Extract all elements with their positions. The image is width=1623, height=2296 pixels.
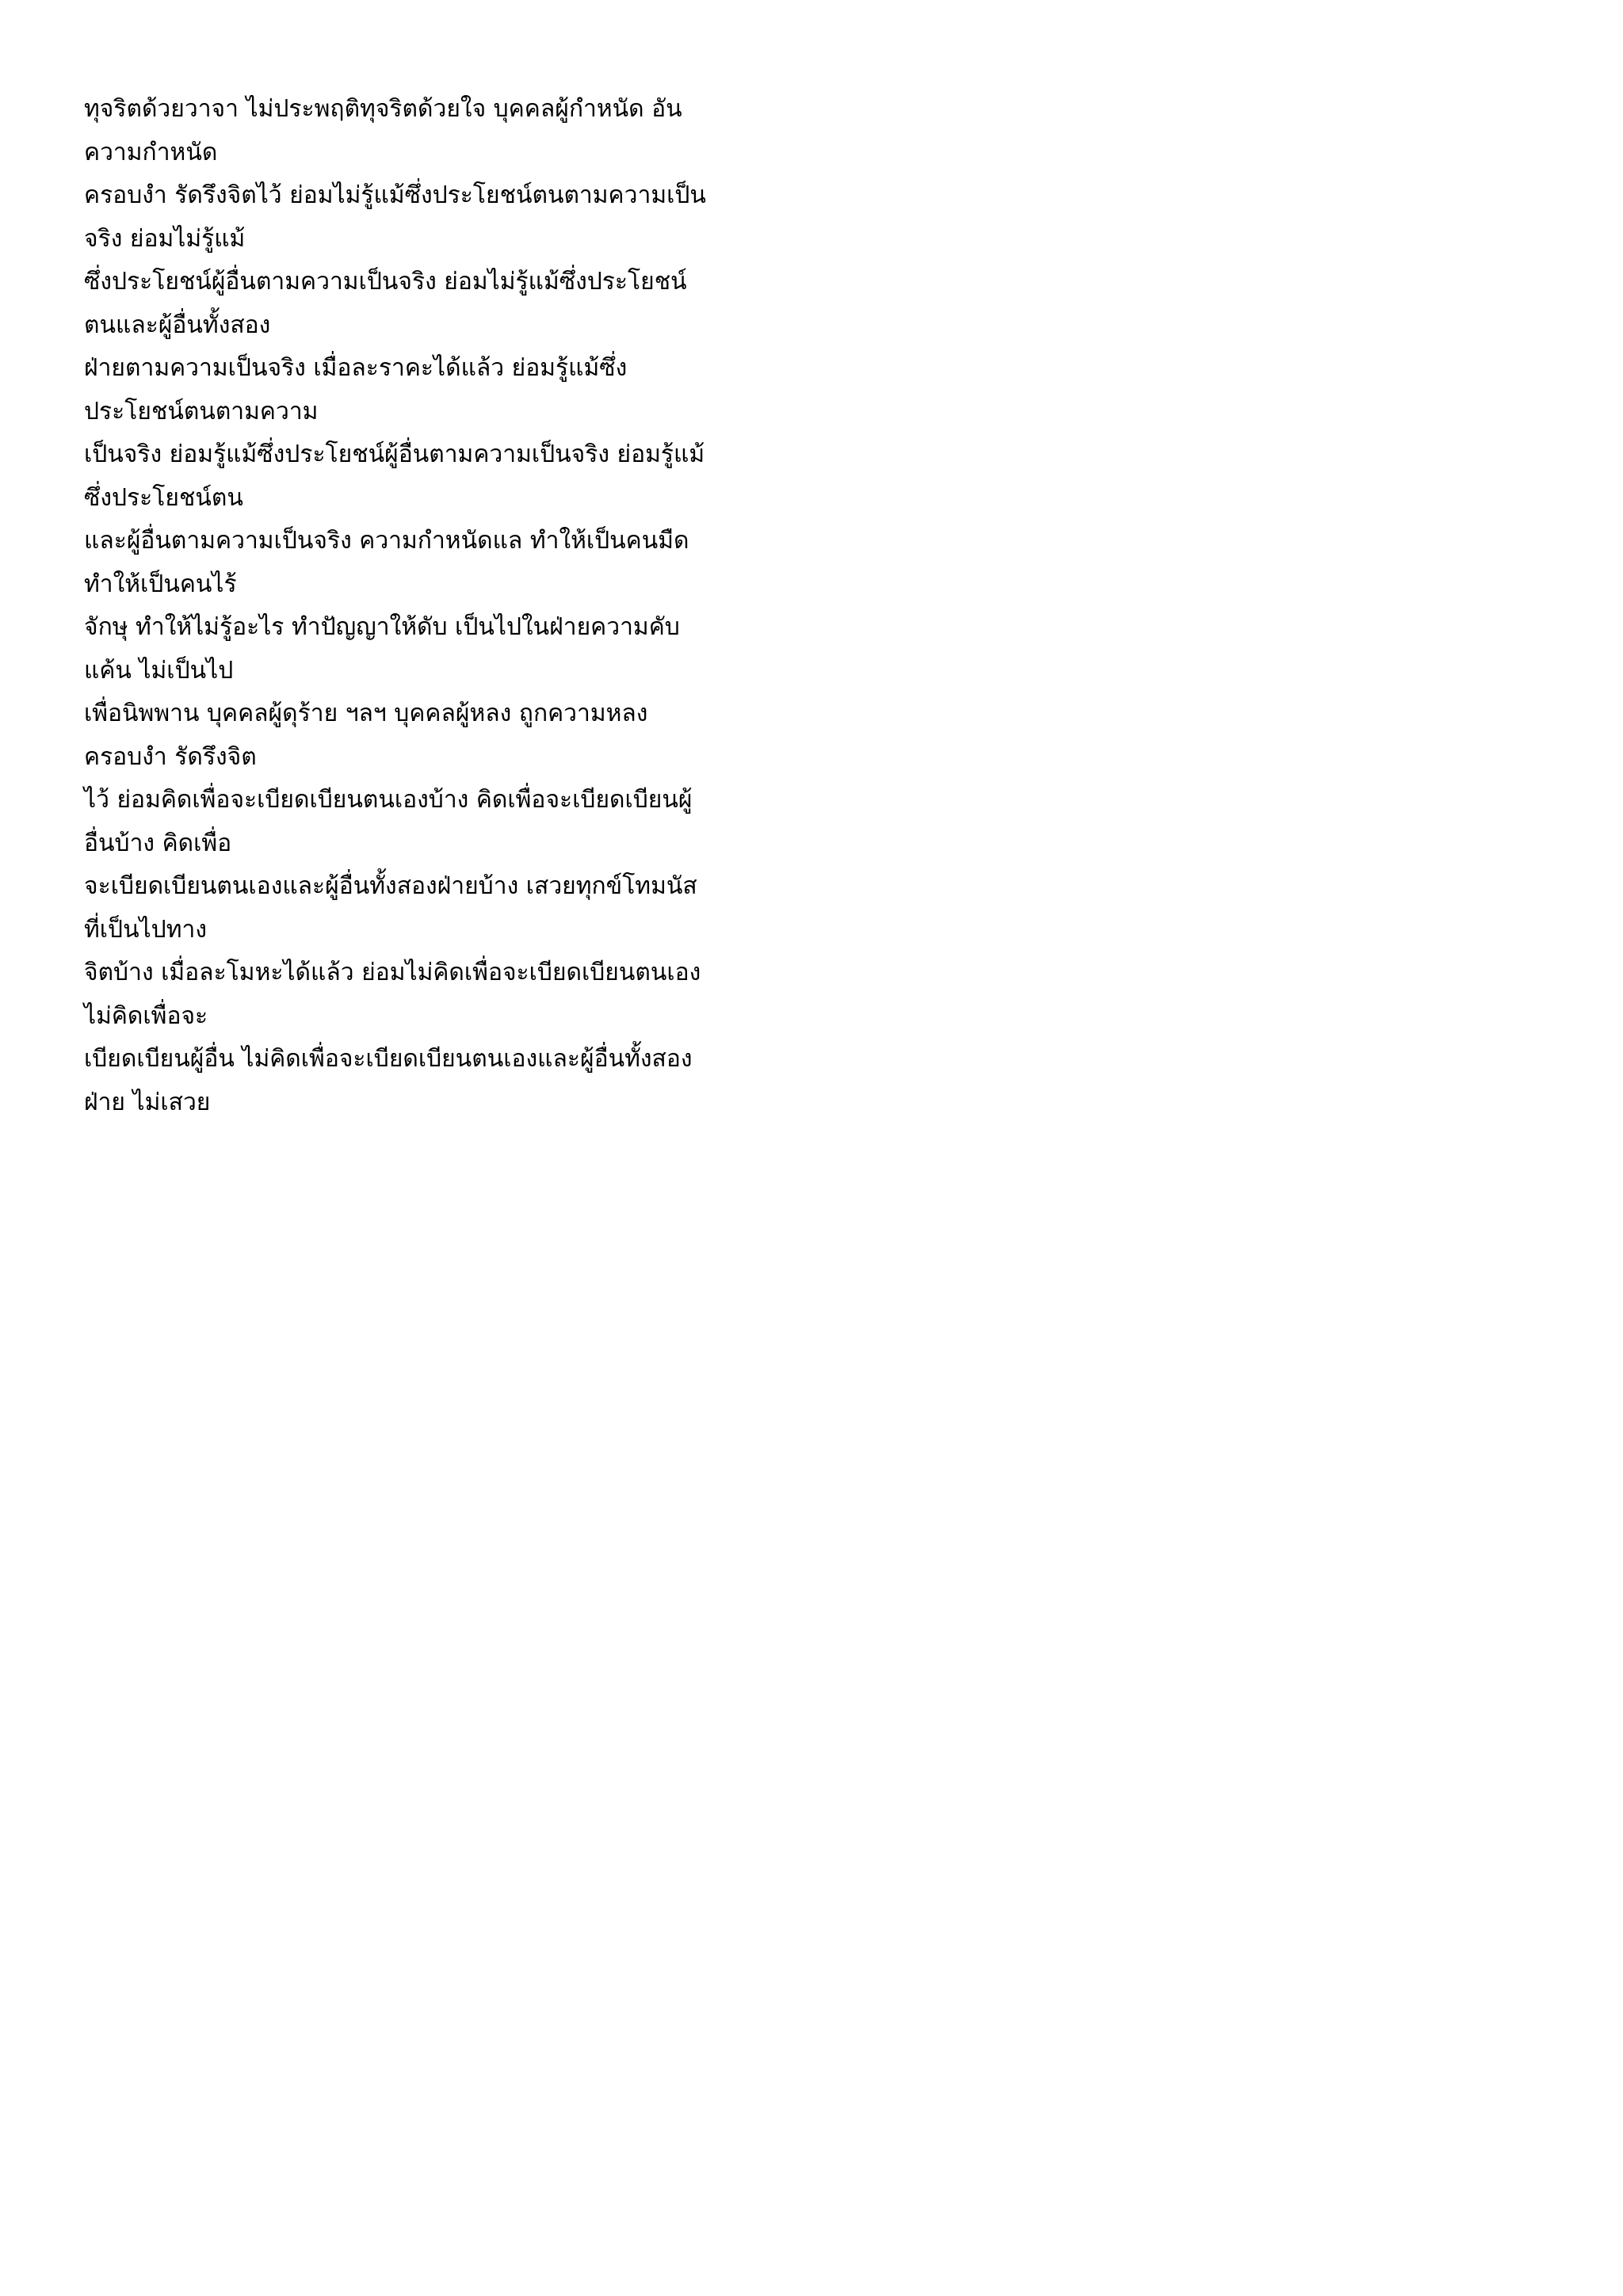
text-line: ทำให้เป็นคนไร้ — [84, 570, 237, 598]
text-line: อื่นบ้าง คิดเพื่อ — [84, 829, 232, 857]
document-body — [84, 88, 797, 1124]
text-line: จริง ย่อมไม่รู้แม้ — [84, 224, 246, 253]
text-line: ประโยชน์ตนตามความ — [84, 397, 319, 425]
text-line: ซึ่งประโยชน์ตน — [84, 483, 243, 512]
text-line: เบียดเบียนผู้อื่น ไม่คิดเพื่อจะเบียดเบียนตนเองและผู้อื่นทั้งสอง — [84, 1045, 693, 1073]
text-line: ตนและผู้อื่นทั้งสอง — [84, 311, 271, 339]
text-line: เพื่อนิพพาน บุคคลผู้ดุร้าย ฯลฯ บุคคลผู้หลง ถูกความหลง — [84, 700, 648, 727]
text-line: เป็นจริง ย่อมรู้แม้ซึ่งประโยชน์ผู้อื่นตามความเป็นจริง ย่อมรู้แม้ — [84, 441, 705, 468]
text-line: ความกำหนัด — [84, 138, 218, 166]
text-line: ที่เป็นไปทาง — [84, 915, 207, 944]
text-line: ครอบงำ รัดรึงจิตไว้ ย่อมไม่รู้แม้ซึ่งประโยชน์ตนตามความเป็น — [84, 181, 706, 209]
text-line: ฝ่ายตามความเป็นจริง เมื่อละราคะได้แล้ว ย่อมรู้แม้ซึ่ง — [84, 354, 628, 382]
text-line: ไว้ ย่อมคิดเพื่อจะเบียดเบียนตนเองบ้าง คิดเพื่อจะเบียดเบียนผู้ — [84, 786, 693, 814]
text-line: ฝ่าย ไม่เสวย — [84, 1088, 211, 1116]
text-line: จะเบียดเบียนตนเองและผู้อื่นทั้งสองฝ่ายบ้าง เสวยทุกข์โทมนัส — [84, 872, 697, 900]
text-line: และผู้อื่นตามความเป็นจริง ความกำหนัดแล ทำให้เป็นคนมืด — [84, 527, 689, 555]
document-page — [0, 0, 876, 1240]
text-line: จักษุ ทำให้ไม่รู้อะไร ทำปัญญาให้ดับ เป็นไปในฝ่ายความคับ — [84, 613, 680, 641]
text-line: จิตบ้าง เมื่อละโมหะได้แล้ว ย่อมไม่คิดเพื่อจะเบียดเบียนตนเอง — [84, 959, 701, 986]
text-line: แค้น ไม่เป็นไป — [84, 656, 234, 685]
text-line: ครอบงำ รัดรึงจิต — [84, 742, 257, 771]
text-line: ไม่คิดเพื่อจะ — [84, 1001, 208, 1030]
text-line: ซึ่งประโยชน์ผู้อื่นตามความเป็นจริง ย่อมไม่รู้แม้ซึ่งประโยชน์ — [84, 268, 687, 296]
text-line: ทุจริตด้วยวาจา ไม่ประพฤติทุจริตด้วยใจ บุคคลผู้กำหนัด อัน — [84, 95, 682, 123]
